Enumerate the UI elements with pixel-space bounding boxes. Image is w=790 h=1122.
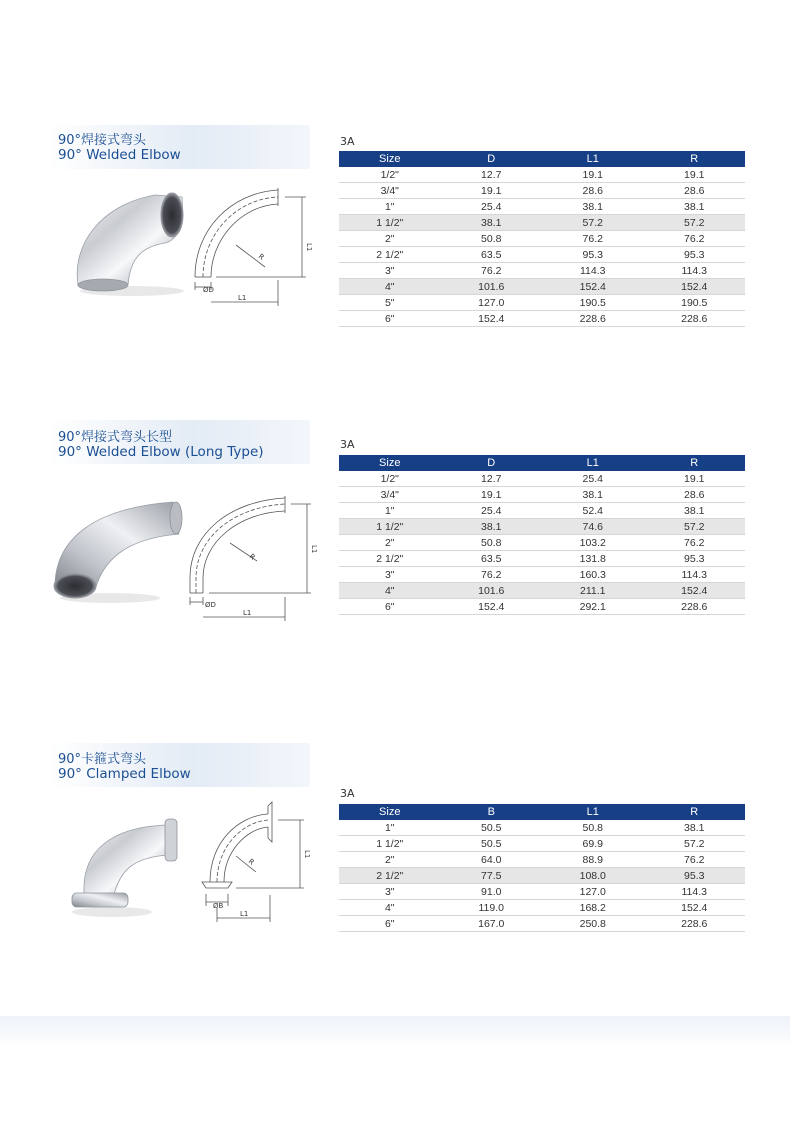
welded-elbow-photo	[60, 185, 195, 300]
cell-value: 69.9	[542, 836, 644, 852]
table-row	[339, 183, 745, 199]
cell-value: 50.5	[441, 820, 543, 836]
cell-value: 114.3	[644, 263, 746, 279]
cell-value: 64.0	[441, 852, 543, 868]
table-row	[339, 884, 745, 900]
table-row	[339, 311, 745, 327]
cell-value: 76.2	[441, 567, 543, 583]
cell-size: 2"	[339, 852, 441, 868]
col-l1-header: L1	[542, 151, 644, 167]
cell-value: 19.1	[441, 487, 543, 503]
cell-value: 50.8	[441, 231, 543, 247]
cell-size: 4"	[339, 279, 441, 295]
cell-value: 119.0	[441, 900, 543, 916]
spec-table	[339, 804, 745, 932]
table-row	[339, 503, 745, 519]
clamped-elbow-drawing	[188, 800, 315, 930]
spec-table	[339, 455, 745, 615]
cell-size: 4"	[339, 900, 441, 916]
cell-value: 292.1	[542, 599, 644, 615]
cell-size: 6"	[339, 311, 441, 327]
cell-size: 1"	[339, 820, 441, 836]
col-r-header: R	[644, 455, 746, 471]
table-row	[339, 916, 745, 932]
cell-size: 2 1/2"	[339, 868, 441, 884]
table-row	[339, 263, 745, 279]
cell-value: 228.6	[644, 916, 746, 932]
cell-value: 28.6	[644, 487, 746, 503]
cell-size: 3"	[339, 263, 441, 279]
cell-size: 1/2"	[339, 471, 441, 487]
table-row	[339, 215, 745, 231]
cell-value: 108.0	[542, 868, 644, 884]
col-size-header: Size	[339, 151, 441, 167]
cell-value: 19.1	[542, 167, 644, 183]
cell-size: 3/4"	[339, 487, 441, 503]
section-title-en: 90° Welded Elbow	[58, 147, 181, 163]
cell-value: 152.4	[644, 900, 746, 916]
cell-size: 6"	[339, 916, 441, 932]
cell-value: 152.4	[644, 583, 746, 599]
cell-value: 76.2	[644, 852, 746, 868]
section-title-cn: 90°焊接式弯头长型	[58, 430, 173, 445]
table-row	[339, 487, 745, 503]
cell-value: 131.8	[542, 551, 644, 567]
table-row	[339, 852, 745, 868]
cell-value: 88.9	[542, 852, 644, 868]
cell-size: 4"	[339, 583, 441, 599]
cell-value: 228.6	[542, 311, 644, 327]
dim-height-label: L1	[303, 850, 311, 859]
cell-value: 167.0	[441, 916, 543, 932]
cell-value: 95.3	[644, 247, 746, 263]
cell-value: 19.1	[644, 471, 746, 487]
cell-value: 28.6	[644, 183, 746, 199]
cell-value: 152.4	[441, 311, 543, 327]
cell-value: 38.1	[644, 199, 746, 215]
dim-radius-label: R	[247, 552, 257, 562]
table-row	[339, 471, 745, 487]
dim-diameter-label: ØB	[213, 902, 224, 910]
cell-value: 114.3	[644, 567, 746, 583]
table-row	[339, 535, 745, 551]
cell-size: 1 1/2"	[339, 215, 441, 231]
col-size-header: Size	[339, 804, 441, 820]
cell-value: 57.2	[644, 836, 746, 852]
section-title-cn: 90°焊接式弯头	[58, 133, 147, 148]
cell-value: 95.3	[542, 247, 644, 263]
cell-size: 3/4"	[339, 183, 441, 199]
col-size-header: Size	[339, 455, 441, 471]
cell-value: 168.2	[542, 900, 644, 916]
cell-value: 57.2	[542, 215, 644, 231]
long-elbow-drawing	[185, 493, 318, 625]
cell-value: 114.3	[644, 884, 746, 900]
cell-value: 57.2	[644, 215, 746, 231]
dim-height-label: L1	[310, 545, 318, 554]
cell-value: 77.5	[441, 868, 543, 884]
cell-value: 38.1	[542, 487, 644, 503]
cell-value: 152.4	[644, 279, 746, 295]
cell-value: 228.6	[644, 311, 746, 327]
cell-value: 103.2	[542, 535, 644, 551]
cell-value: 250.8	[542, 916, 644, 932]
table-row	[339, 279, 745, 295]
section-title-en: 90° Welded Elbow (Long Type)	[58, 444, 264, 460]
table-row	[339, 231, 745, 247]
cell-value: 25.4	[441, 199, 543, 215]
section-title-cn: 90°卡箍式弯头	[58, 752, 147, 767]
cell-size: 6"	[339, 599, 441, 615]
cell-value: 19.1	[644, 167, 746, 183]
cell-value: 190.5	[644, 295, 746, 311]
cell-size: 2 1/2"	[339, 247, 441, 263]
cell-size: 1 1/2"	[339, 836, 441, 852]
dim-diameter-label: ØD	[205, 601, 216, 609]
cell-value: 57.2	[644, 519, 746, 535]
table-row	[339, 868, 745, 884]
grade-label: 3A	[340, 438, 355, 451]
cell-value: 38.1	[441, 519, 543, 535]
cell-value: 38.1	[542, 199, 644, 215]
cell-value: 63.5	[441, 551, 543, 567]
cell-value: 38.1	[644, 820, 746, 836]
table-row	[339, 295, 745, 311]
cell-size: 1/2"	[339, 167, 441, 183]
col-l1-header: L1	[542, 455, 644, 471]
cell-value: 228.6	[644, 599, 746, 615]
cell-size: 1"	[339, 199, 441, 215]
cell-value: 91.0	[441, 884, 543, 900]
cell-value: 127.0	[441, 295, 543, 311]
cell-value: 101.6	[441, 583, 543, 599]
cell-value: 95.3	[644, 551, 746, 567]
col-b-header: B	[441, 804, 543, 820]
dim-diameter-label: ØD	[203, 286, 214, 294]
cell-value: 127.0	[542, 884, 644, 900]
table-row	[339, 900, 745, 916]
cell-value: 76.2	[441, 263, 543, 279]
cell-value: 211.1	[542, 583, 644, 599]
cell-value: 28.6	[542, 183, 644, 199]
cell-value: 152.4	[542, 279, 644, 295]
cell-size: 2"	[339, 231, 441, 247]
cell-size: 2"	[339, 535, 441, 551]
cell-value: 63.5	[441, 247, 543, 263]
table-row	[339, 519, 745, 535]
col-d-header: D	[441, 455, 543, 471]
clamped-elbow-photo	[62, 815, 187, 920]
cell-size: 3"	[339, 884, 441, 900]
cell-size: 5"	[339, 295, 441, 311]
table-row	[339, 567, 745, 583]
cell-value: 50.8	[441, 535, 543, 551]
footer-band	[0, 1016, 790, 1046]
cell-value: 76.2	[644, 231, 746, 247]
dim-height-label: L1	[305, 243, 313, 252]
col-r-header: R	[644, 804, 746, 820]
grade-label: 3A	[340, 135, 355, 148]
cell-value: 76.2	[542, 231, 644, 247]
section-title-en: 90° Clamped Elbow	[58, 766, 191, 782]
col-l1-header: L1	[542, 804, 644, 820]
table-row	[339, 820, 745, 836]
table-header-row	[339, 804, 745, 820]
cell-size: 3"	[339, 567, 441, 583]
cell-value: 12.7	[441, 167, 543, 183]
cell-value: 190.5	[542, 295, 644, 311]
cell-value: 50.5	[441, 836, 543, 852]
cell-value: 101.6	[441, 279, 543, 295]
long-elbow-photo	[45, 498, 185, 608]
table-row	[339, 551, 745, 567]
cell-value: 38.1	[441, 215, 543, 231]
cell-size: 1"	[339, 503, 441, 519]
cell-value: 12.7	[441, 471, 543, 487]
cell-value: 160.3	[542, 567, 644, 583]
cell-value: 19.1	[441, 183, 543, 199]
table-row	[339, 247, 745, 263]
dim-length-label: L1	[243, 609, 252, 617]
dim-length-label: L1	[240, 910, 249, 918]
welded-elbow-drawing	[190, 185, 315, 310]
cell-size: 1 1/2"	[339, 519, 441, 535]
table-row	[339, 836, 745, 852]
spec-table	[339, 151, 745, 327]
table-row	[339, 583, 745, 599]
table-row	[339, 599, 745, 615]
col-r-header: R	[644, 151, 746, 167]
cell-value: 25.4	[441, 503, 543, 519]
cell-value: 95.3	[644, 868, 746, 884]
dim-radius-label: R	[246, 857, 256, 867]
dim-length-label: L1	[238, 294, 247, 302]
cell-value: 114.3	[542, 263, 644, 279]
table-header-row	[339, 151, 745, 167]
cell-size: 2 1/2"	[339, 551, 441, 567]
col-d-header: D	[441, 151, 543, 167]
cell-value: 38.1	[644, 503, 746, 519]
cell-value: 52.4	[542, 503, 644, 519]
cell-value: 152.4	[441, 599, 543, 615]
cell-value: 76.2	[644, 535, 746, 551]
table-row	[339, 167, 745, 183]
table-header-row	[339, 455, 745, 471]
table-row	[339, 199, 745, 215]
cell-value: 50.8	[542, 820, 644, 836]
dim-radius-label: R	[256, 252, 266, 262]
cell-value: 25.4	[542, 471, 644, 487]
cell-value: 74.6	[542, 519, 644, 535]
grade-label: 3A	[340, 787, 355, 800]
